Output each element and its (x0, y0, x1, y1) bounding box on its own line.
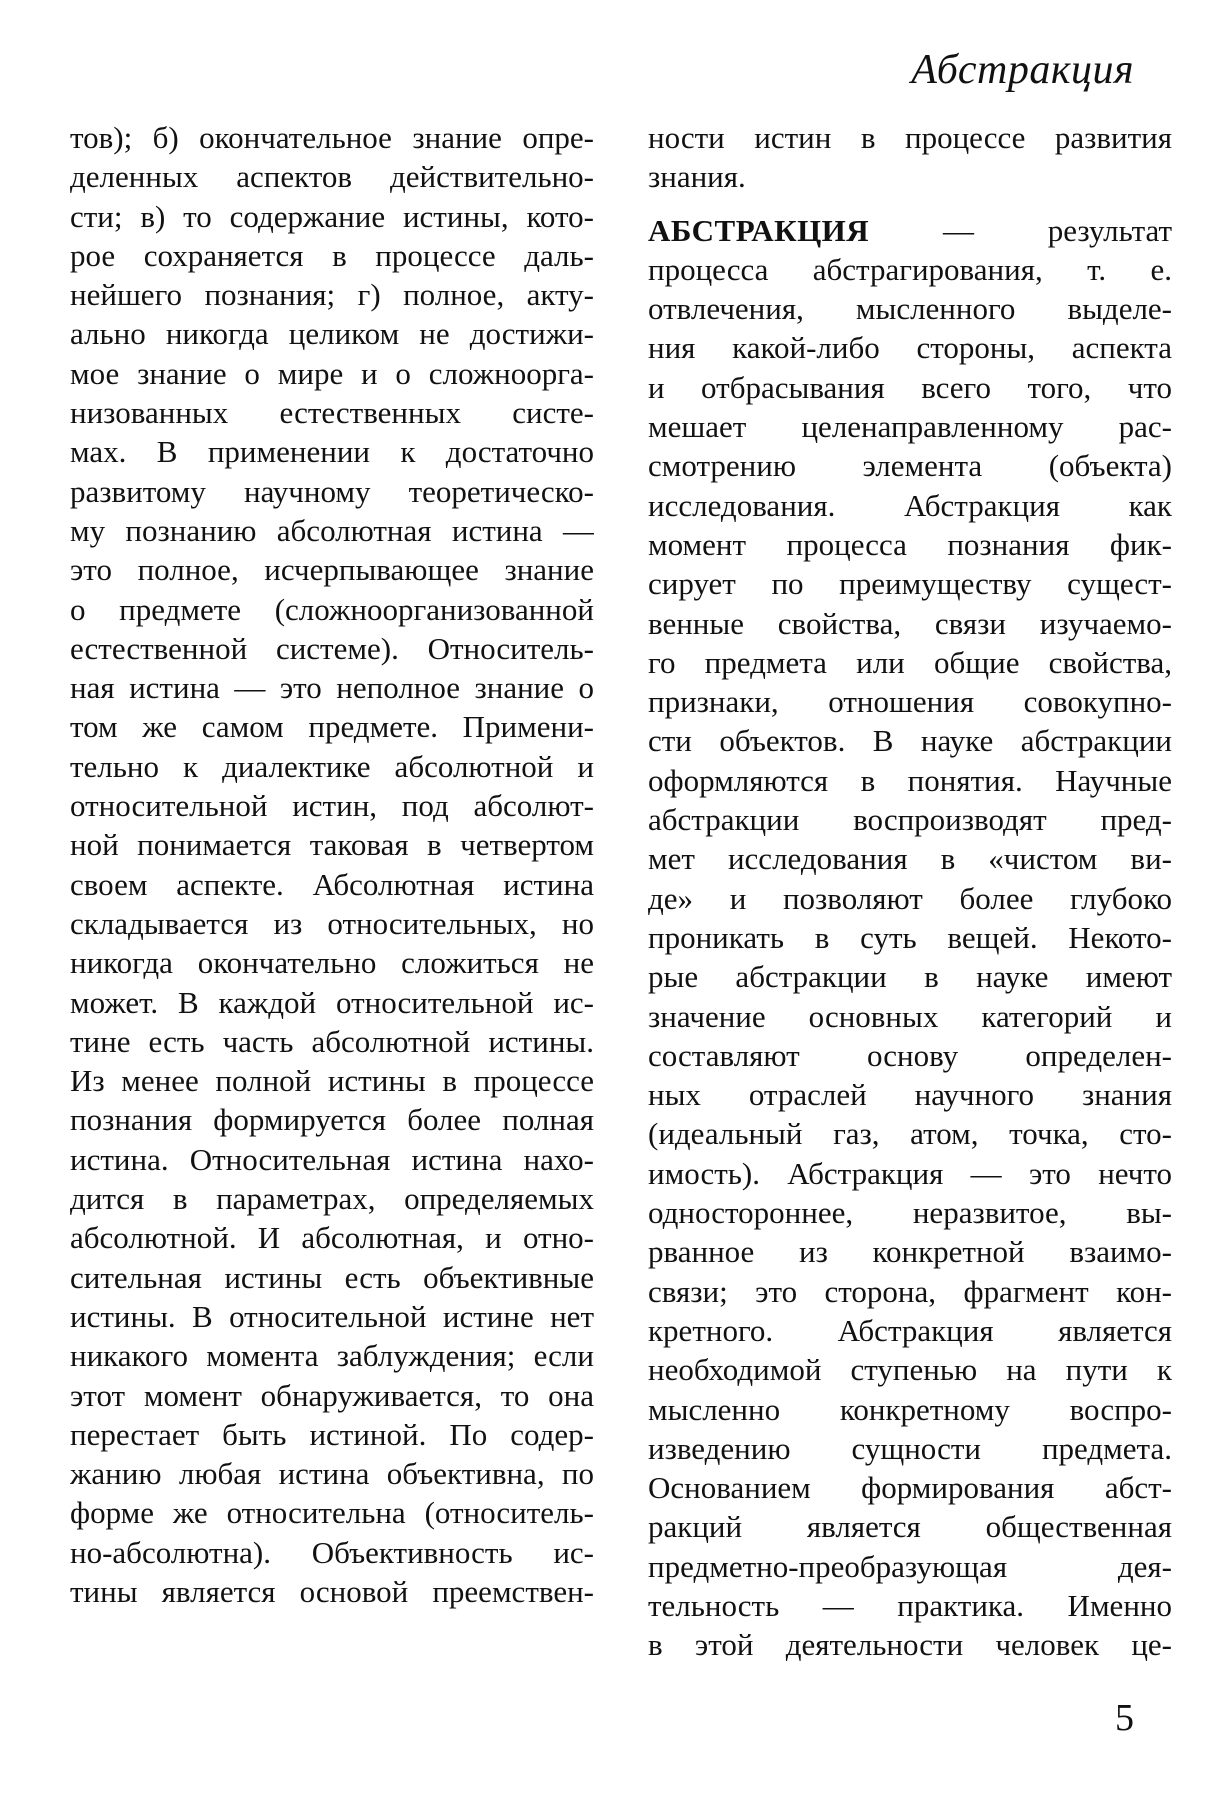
text-line: тельно к диалектике абсолютной и (70, 748, 594, 784)
page-number: 5 (1115, 1697, 1134, 1739)
text-line: развитому научному теоретическо- (70, 473, 594, 509)
text-line: может. В каждой относительной ис- (70, 984, 594, 1020)
entry-term: АБСТРАКЦИЯ (648, 212, 870, 248)
text-line: деленных аспектов действительно- (70, 159, 594, 195)
text-line: исследования. Абстракция как (648, 487, 1172, 523)
text-line: составляют основу определен- (648, 1037, 1172, 1073)
text-line: Из менее полной истины в процессе (70, 1063, 594, 1099)
text-line: мет исследования в «чистом ви- (648, 841, 1172, 877)
text-line: сти; в) то содержание истины, кото- (70, 198, 594, 234)
text-line: го предмета или общие свойства, (648, 644, 1172, 680)
text-line: ния какой-либо стороны, аспекта (648, 330, 1172, 366)
left-column (70, 118, 594, 1611)
text-line: одностороннее, неразвитое, вы- (648, 1195, 1172, 1231)
text-line: тельность — практика. Именно (648, 1587, 1172, 1623)
text-line: дится в параметрах, определяемых (70, 1181, 594, 1217)
text-line: том же самом предмете. Примени- (70, 709, 594, 745)
text-line: Основанием формирования абст- (648, 1470, 1172, 1506)
text-line: сительная истины есть объективные (70, 1259, 594, 1295)
running-head: Абстракция (911, 47, 1134, 93)
text-line: это полное, исчерпывающее знание (70, 552, 594, 588)
text-line: сти объектов. В науке абстракции (648, 723, 1172, 759)
text-line: нейшего познания; г) полное, акту- (70, 277, 594, 313)
text-line: ной понимается таковая в четвертом (70, 827, 594, 863)
text-line: мое знание о мире и о сложноорга- (70, 355, 594, 391)
text-line: тине есть часть абсолютной истины. (70, 1023, 594, 1059)
text-line: мах. В применении к достаточно (70, 434, 594, 470)
text-line: ально никогда целиком не достижи- (70, 316, 594, 352)
text-line: оформляются в понятия. Научные (648, 762, 1172, 798)
text-line: низованных естественных систе- (70, 395, 594, 431)
text-line: предметно-преобразующая дея- (648, 1548, 1172, 1584)
text-line: ная истина — это неполное знание о (70, 670, 594, 706)
entry-heading-line (648, 211, 1172, 250)
text-line: смотрению элемента (объекта) (648, 448, 1172, 484)
text-line: мысленно конкретному воспро- (648, 1391, 1172, 1427)
text-line: мешает целенаправленному рас- (648, 409, 1172, 445)
text-line: тов); б) окончательное знание опре- (70, 120, 594, 155)
text-line: отвлечения, мысленного выделе- (648, 291, 1172, 327)
text-line: о предмете (сложноорганизованной (70, 591, 594, 627)
text-line: жанию любая истина объективна, по (70, 1456, 594, 1492)
text-line: (идеальный газ, атом, точка, сто- (648, 1116, 1172, 1152)
text-line: ных отраслей научного знания (648, 1077, 1172, 1113)
text-line: своем аспекте. Абсолютная истина (70, 866, 594, 902)
text-line: рванное из конкретной взаимо- (648, 1234, 1172, 1270)
text-line: ракций является общественная (648, 1509, 1172, 1545)
text-line: связи; это сторона, фрагмент кон- (648, 1273, 1172, 1309)
text-line: му познанию абсолютная истина — (70, 512, 594, 548)
text-line: никогда окончательно сложиться не (70, 945, 594, 981)
text-line: венные свойства, связи изучаемо- (648, 605, 1172, 641)
text-line: истина. Относительная истина нахо- (70, 1141, 594, 1177)
text-line: необходимой ступенью на пути к (648, 1352, 1172, 1388)
text-line: никакого момента заблуждения; если (70, 1338, 594, 1374)
text-line: рое сохраняется в процессе даль- (70, 237, 594, 273)
text-line: этот момент обнаруживается, то она (70, 1377, 594, 1413)
text-line: абсолютной. И абсолютная, и отно- (70, 1220, 594, 1256)
text-line: в этой деятельности человек це- (648, 1627, 1172, 1663)
text-line: познания формируется более полная (70, 1102, 594, 1138)
text-line: ности истин в процессе развития (648, 120, 1172, 155)
text-line: и отбрасывания всего того, что (648, 369, 1172, 405)
text-line: относительной истин, под абсолют- (70, 788, 594, 824)
text-line: кретного. Абстракция является (648, 1312, 1172, 1348)
text-line: признаки, отношения совокупно- (648, 684, 1172, 720)
text-line: момент процесса познания фик- (648, 526, 1172, 562)
text-line: знания. (648, 159, 746, 195)
text-line: сирует по преимуществу сущест- (648, 566, 1172, 602)
entry-heading-rest: — результат (869, 212, 1172, 248)
text-line: проникать в суть вещей. Некото- (648, 919, 1172, 955)
text-line: форме же относительна (относитель- (70, 1495, 594, 1531)
text-line: изведению сущности предмета. (648, 1430, 1172, 1466)
text-line: тины является основой преемствен- (70, 1573, 594, 1609)
text-line: абстракции воспроизводят пред- (648, 802, 1172, 838)
text-line: значение основных категорий и (648, 998, 1172, 1034)
text-line: рые абстракции в науке имеют (648, 959, 1172, 995)
text-line: имость). Абстракция — это нечто (648, 1155, 1172, 1191)
text-line: де» и позволяют более глубоко (648, 880, 1172, 916)
text-line: перестает быть истиной. По содер- (70, 1416, 594, 1452)
text-line: естественной системе). Относитель- (70, 630, 594, 666)
text-line: истины. В относительной истине нет (70, 1298, 594, 1334)
text-line: складывается из относительных, но (70, 905, 594, 941)
right-column (648, 118, 1172, 1665)
text-line: процесса абстрагирования, т. е. (648, 251, 1172, 287)
text-line: но-абсолютна). Объективность ис- (70, 1534, 594, 1570)
